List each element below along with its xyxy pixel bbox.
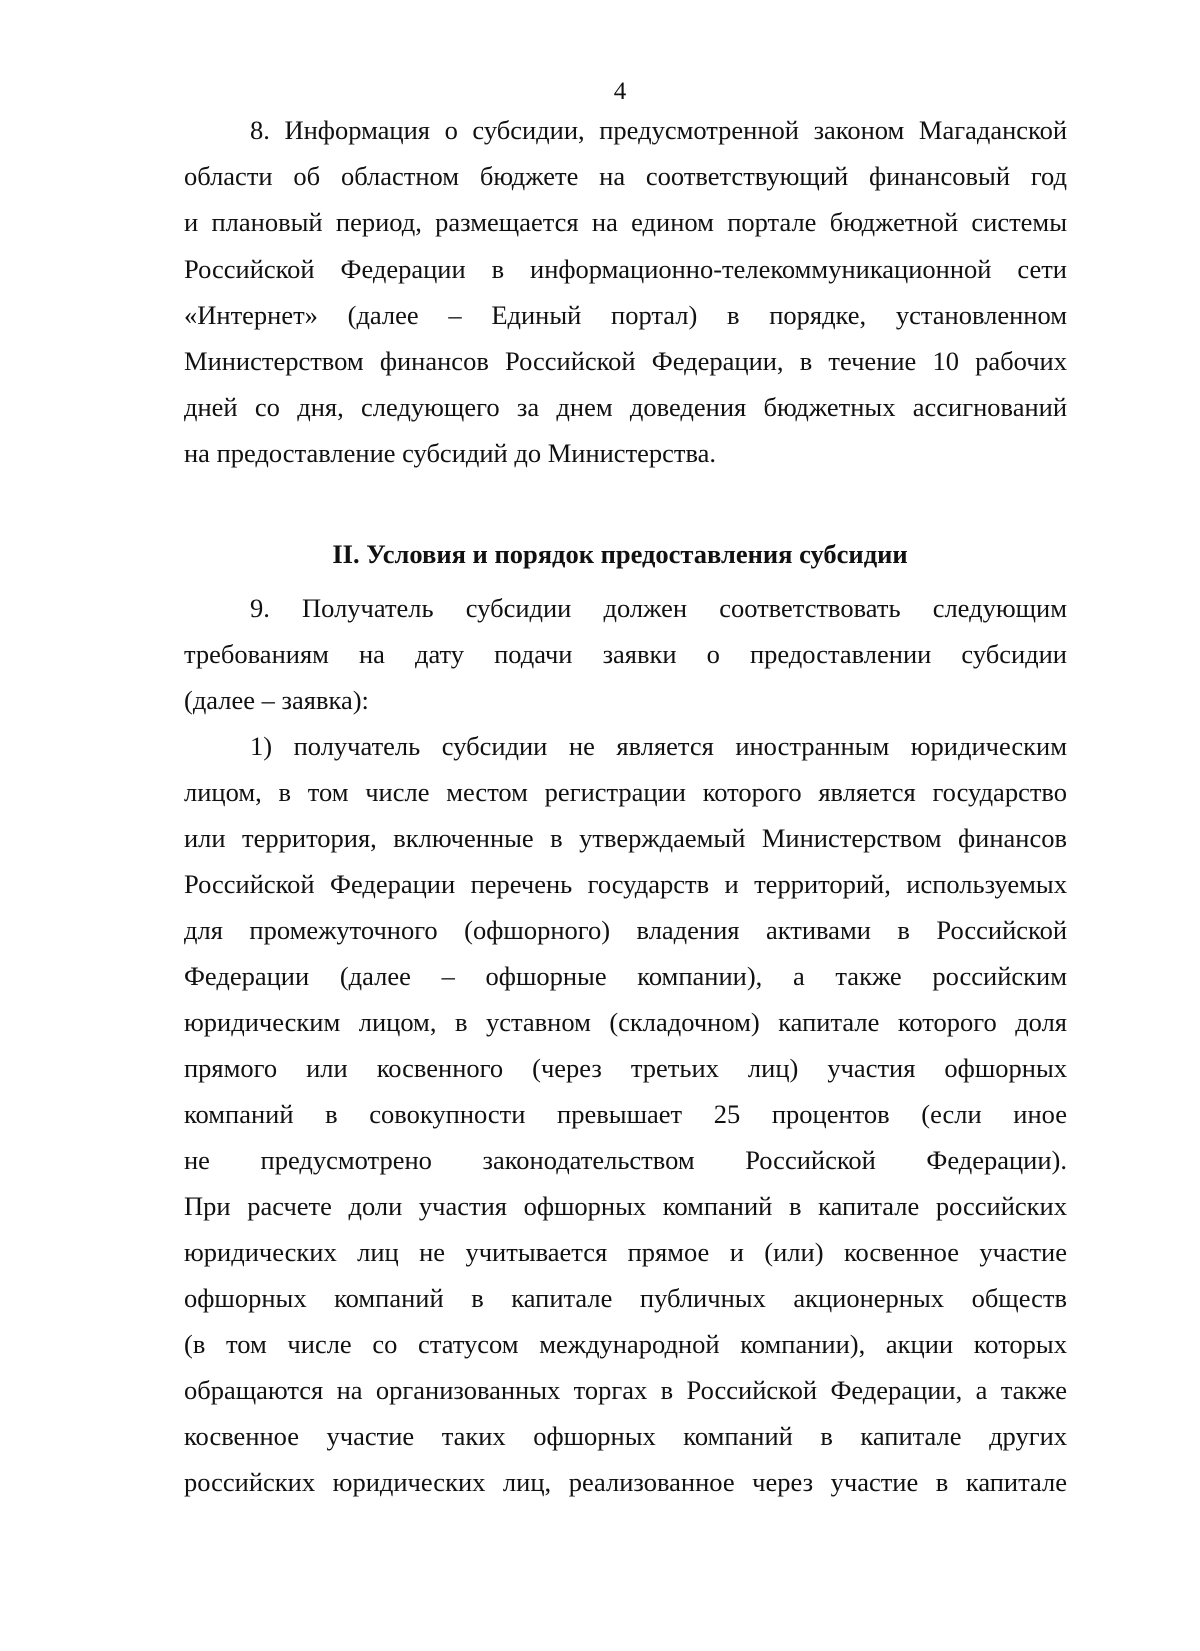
paragraph-9-line: (далее – заявка): bbox=[184, 685, 369, 715]
item-1-line: компаний в совокупности превышает 25 процентов (если иное bbox=[184, 1099, 1067, 1129]
item-1-line: Российской Федерации перечень государств и территорий, используемых bbox=[184, 869, 1067, 899]
item-1-line: или территория, включенные в утверждаемый Министерством финансов bbox=[184, 823, 1067, 853]
paragraph-8-line: дней со дня, следующего за днем доведения бюджетных ассигнований bbox=[184, 392, 1067, 422]
item-1-line: обращаются на организованных торгах в Российской Федерации, а также bbox=[184, 1375, 1067, 1405]
item-1-line: для промежуточного (офшорного) владения активами в Российской bbox=[184, 915, 1067, 945]
item-1-line: 1) получатель субсидии не является иностранным юридическим bbox=[250, 731, 1067, 761]
item-1-line: прямого или косвенного (через третьих лиц) участия офшорных bbox=[184, 1053, 1067, 1083]
paragraph-8-line: и плановый период, размещается на едином портале бюджетной системы bbox=[184, 207, 1067, 237]
paragraph-8-line: 8. Информация о субсидии, предусмотренной законом Магаданской bbox=[250, 115, 1067, 145]
item-1-line: юридических лиц не учитывается прямое и (или) косвенное участие bbox=[184, 1237, 1067, 1267]
item-1-line: лицом, в том числе местом регистрации которого является государство bbox=[184, 777, 1067, 807]
item-1-line: не предусмотрено законодательством Российской Федерации). bbox=[184, 1145, 1067, 1175]
paragraph-9-line: 9. Получатель субсидии должен соответствовать следующим bbox=[250, 593, 1067, 623]
page-number: 4 bbox=[613, 78, 627, 105]
item-1-line: юридическим лицом, в уставном (складочном) капитале которого доля bbox=[184, 1007, 1067, 1037]
paragraph-8-line: Российской Федерации в информационно-телекоммуникационной сети bbox=[184, 254, 1067, 284]
item-1-line: Федерации (далее – офшорные компании), а также российским bbox=[184, 961, 1067, 991]
item-1-line: При расчете доли участия офшорных компаний в капитале российских bbox=[184, 1191, 1067, 1221]
item-1-line: российских юридических лиц, реализованное через участие в капитале bbox=[184, 1467, 1067, 1497]
paragraph-8-line: области об областном бюджете на соответствующий финансовый год bbox=[184, 161, 1067, 191]
item-1-line: офшорных компаний в капитале публичных акционерных обществ bbox=[184, 1283, 1067, 1313]
item-1-line: (в том числе со статусом международной компании), акции которых bbox=[184, 1329, 1067, 1359]
paragraph-8-line: на предоставление субсидий до Министерства. bbox=[184, 438, 717, 468]
paragraph-8-line: «Интернет» (далее – Единый портал) в порядке, установленном bbox=[184, 300, 1067, 330]
paragraph-8-line: Министерством финансов Российской Федерации, в течение 10 рабочих bbox=[184, 346, 1067, 376]
paragraph-9-line: требованиям на дату подачи заявки о предоставлении субсидии bbox=[184, 639, 1067, 669]
section-heading: II. Условия и порядок предоставления субсидии bbox=[332, 539, 908, 569]
item-1-line: косвенное участие таких офшорных компаний в капитале других bbox=[184, 1421, 1067, 1451]
